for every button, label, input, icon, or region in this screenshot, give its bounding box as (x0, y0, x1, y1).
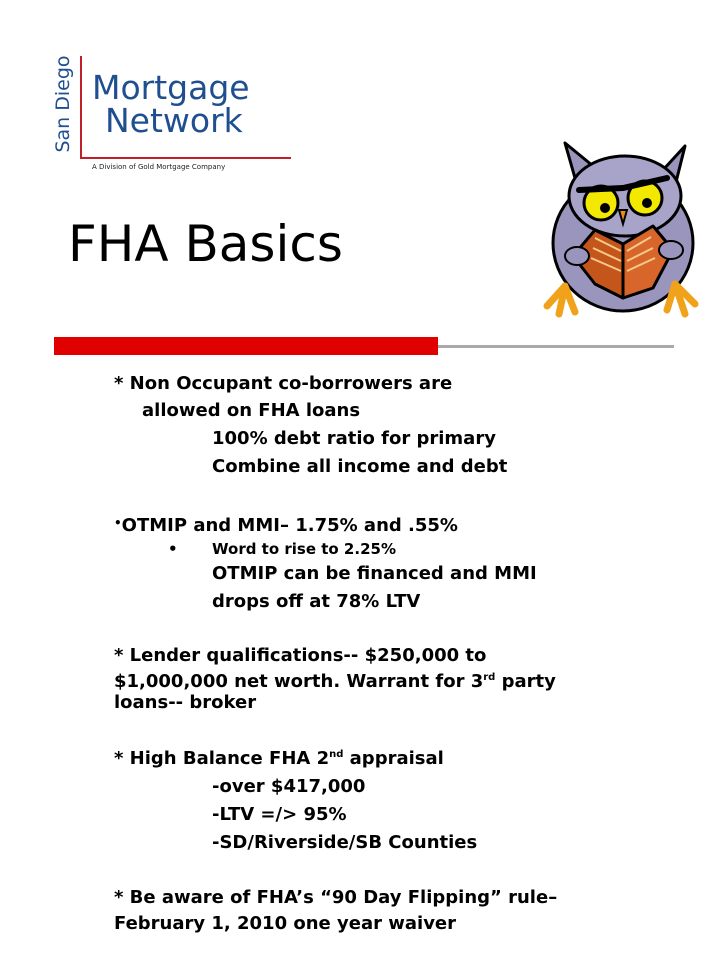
list-item: -LTV =/> 95% (212, 804, 347, 825)
list-item: * Be aware of FHA’s “90 Day Flipping” rule– (114, 887, 558, 908)
list-item-text: appraisal (343, 748, 444, 769)
list-item-text: * High Balance FHA 2 (114, 748, 330, 769)
list-item-text: $1,000,000 net worth. Warrant for 3 (114, 671, 484, 692)
list-item: OTMIP can be financed and MMI (212, 563, 537, 584)
list-item: drops off at 78% LTV (212, 591, 421, 612)
logo-tagline: A Division of Gold Mortgage Company (92, 163, 226, 171)
list-item-text: party (495, 671, 556, 692)
logo-horizontal-rule (80, 157, 291, 159)
list-item: -SD/Riverside/SB Counties (212, 832, 478, 853)
superscript: nd (329, 749, 344, 760)
superscript: rd (483, 672, 496, 683)
list-item: February 1, 2010 one year waiver (114, 913, 457, 934)
logo-vertical-text (50, 50, 76, 158)
company-logo (50, 50, 300, 175)
list-item: Word to rise to 2.25% (212, 540, 396, 558)
logo-san-diego: San Diego (52, 55, 74, 153)
list-item: loans-- broker (114, 692, 257, 713)
bullet: • (114, 516, 122, 530)
logo-network: Network (105, 101, 243, 140)
sub-bullet: • (168, 540, 178, 558)
logo-mortgage: Mortgage (92, 68, 250, 107)
list-item-text: OTMIP and MMI– 1.75% and .55% (121, 515, 458, 536)
list-item: * Non Occupant co-borrowers are (114, 373, 453, 394)
list-item: -over $417,000 (212, 776, 366, 797)
list-item (114, 745, 444, 773)
list-item: allowed on FHA loans (142, 400, 361, 421)
list-item: 100% debt ratio for primary (212, 428, 496, 449)
title-underline-red (54, 337, 438, 355)
reading-owl-icon (535, 138, 710, 318)
title-underline-grey (438, 345, 674, 348)
logo-vertical-rule (80, 56, 82, 159)
slide-title: FHA Basics (68, 215, 343, 273)
list-item: * Lender qualifications-- $250,000 to (114, 645, 487, 666)
list-item: Combine all income and debt (212, 456, 508, 477)
